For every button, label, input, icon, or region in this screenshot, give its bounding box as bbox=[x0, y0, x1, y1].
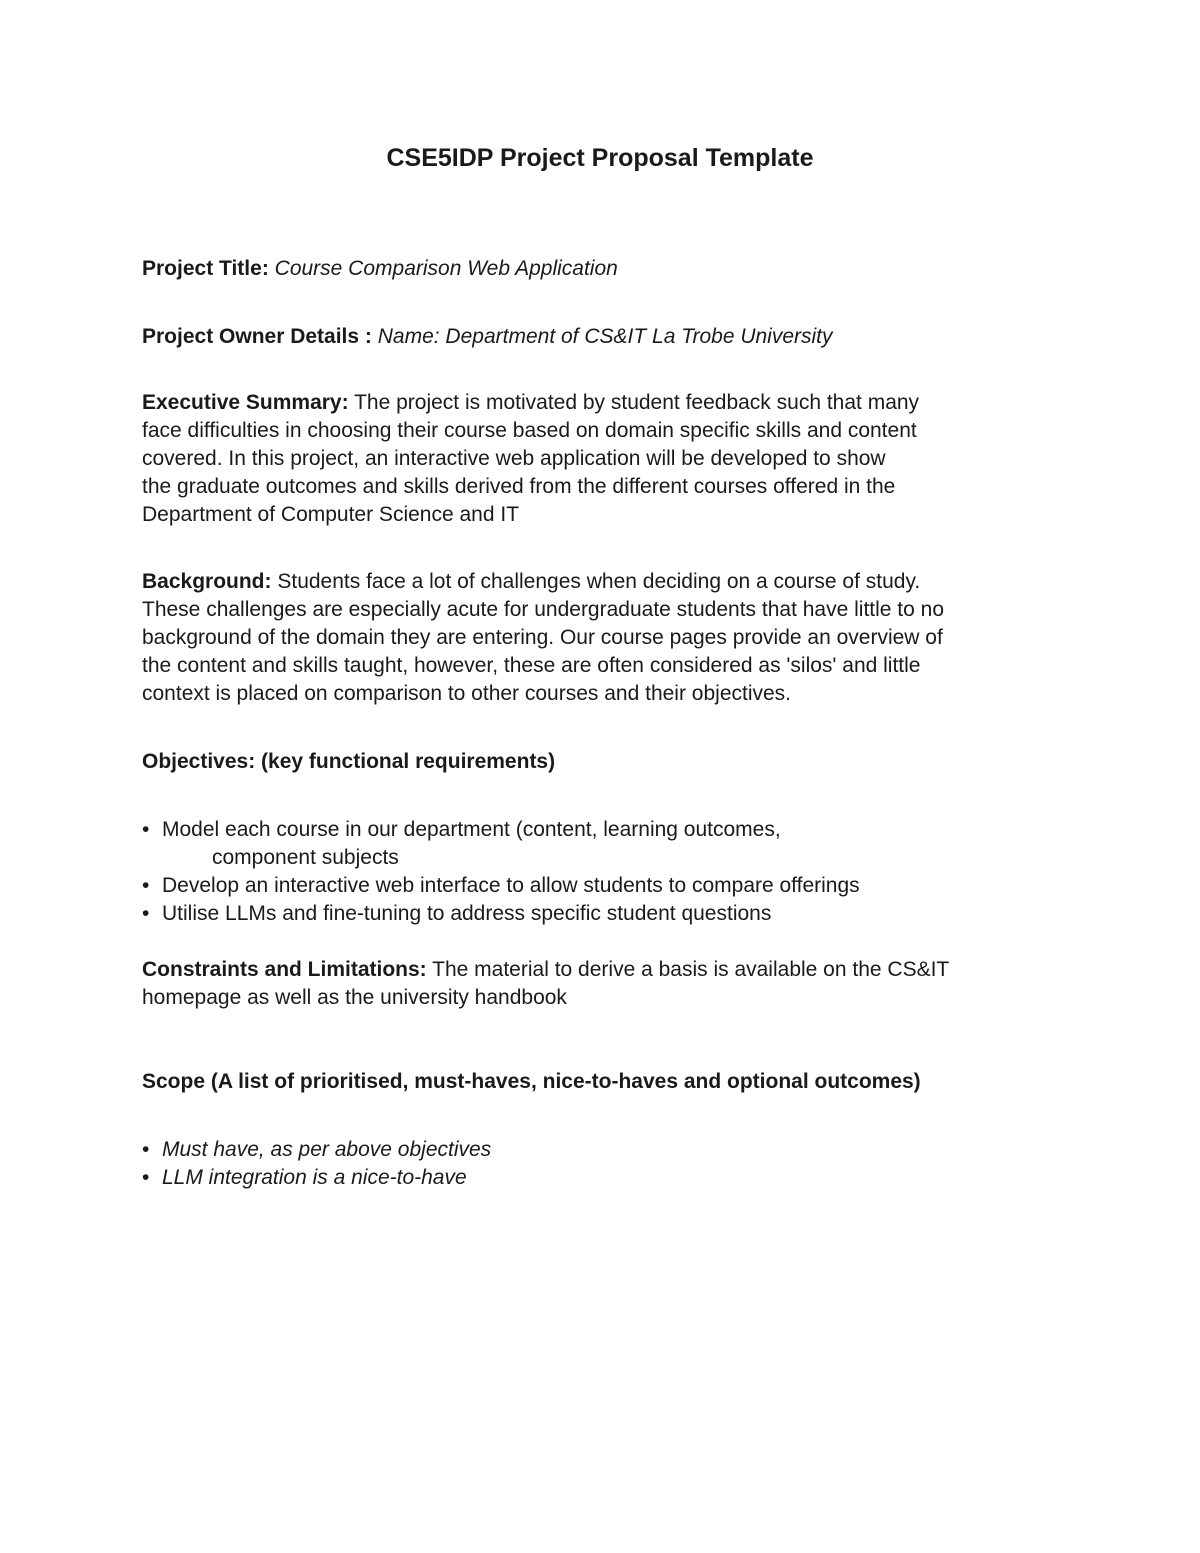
document-title: CSE5IDP Project Proposal Template bbox=[386, 144, 814, 172]
project-owner-value: Name: Department of CS&IT La Trobe University bbox=[377, 325, 833, 348]
list-item bbox=[142, 1136, 1072, 1164]
executive-summary-line: the graduate outcomes and skills derived from the different courses offered in the bbox=[142, 475, 896, 498]
executive-summary-line bbox=[142, 389, 1072, 417]
bullet-icon: • bbox=[142, 818, 150, 841]
executive-summary-label: Executive Summary: bbox=[142, 391, 349, 414]
list-item bbox=[142, 900, 1072, 928]
background-section bbox=[142, 568, 1072, 708]
background-line: context is placed on comparison to other courses and their objectives. bbox=[142, 682, 792, 705]
executive-summary-line: Department of Computer Science and IT bbox=[142, 503, 520, 526]
executive-summary-text: The project is motivated by student feedback such that many bbox=[354, 391, 920, 414]
constraints-line: homepage as well as the university handbook bbox=[142, 986, 567, 1009]
bullet-icon: • bbox=[142, 1138, 150, 1161]
executive-summary-line: covered. In this project, an interactive web application will be developed to show bbox=[142, 447, 886, 470]
constraints-label: Constraints and Limitations: bbox=[142, 958, 427, 981]
list-item-continuation: component subjects bbox=[212, 846, 399, 869]
executive-summary-section bbox=[142, 389, 1072, 529]
background-text: Students face a lot of challenges when deciding on a course of study. bbox=[277, 570, 921, 593]
background-label: Background: bbox=[142, 570, 272, 593]
background-line bbox=[142, 568, 1072, 596]
list-item-text: Utilise LLMs and fine-tuning to address specific student questions bbox=[162, 902, 772, 925]
constraints-section bbox=[142, 956, 1072, 1012]
scope-heading-text: Scope (A list of prioritised, must-haves, nice-to-haves and optional outcomes) bbox=[142, 1070, 921, 1093]
objectives-list bbox=[142, 816, 1072, 928]
project-title-value: Course Comparison Web Application bbox=[274, 257, 618, 280]
bullet-icon: • bbox=[142, 902, 150, 925]
project-title-label: Project Title: bbox=[142, 257, 269, 280]
project-owner-label: Project Owner Details : bbox=[142, 325, 372, 348]
list-item-text: Must have, as per above objectives bbox=[162, 1138, 492, 1161]
project-title-section bbox=[142, 255, 1072, 283]
scope-list bbox=[142, 1136, 1072, 1192]
objectives-heading bbox=[142, 748, 1072, 776]
constraints-text: The material to derive a basis is available on the CS&IT bbox=[432, 958, 950, 981]
bullet-icon: • bbox=[142, 1166, 150, 1189]
list-item bbox=[142, 872, 1072, 900]
background-line: background of the domain they are entering. Our course pages provide an overview of bbox=[142, 626, 943, 649]
list-item-text: Develop an interactive web interface to allow students to compare offerings bbox=[162, 874, 860, 897]
background-line: the content and skills taught, however, these are often considered as 'silos' and little bbox=[142, 654, 921, 677]
background-line: These challenges are especially acute for undergraduate students that have little to no bbox=[142, 598, 945, 621]
list-item-text: LLM integration is a nice-to-have bbox=[162, 1166, 467, 1189]
objectives-heading-text: Objectives: (key functional requirements) bbox=[142, 750, 556, 773]
list-item bbox=[142, 1164, 1072, 1192]
scope-heading bbox=[142, 1068, 1072, 1096]
constraints-line bbox=[142, 956, 1072, 984]
list-item-text: Model each course in our department (content, learning outcomes, bbox=[162, 818, 781, 841]
bullet-icon: • bbox=[142, 874, 150, 897]
executive-summary-line: face difficulties in choosing their course based on domain specific skills and content bbox=[142, 419, 917, 442]
list-item bbox=[142, 816, 1072, 844]
project-owner-section bbox=[142, 323, 1072, 351]
